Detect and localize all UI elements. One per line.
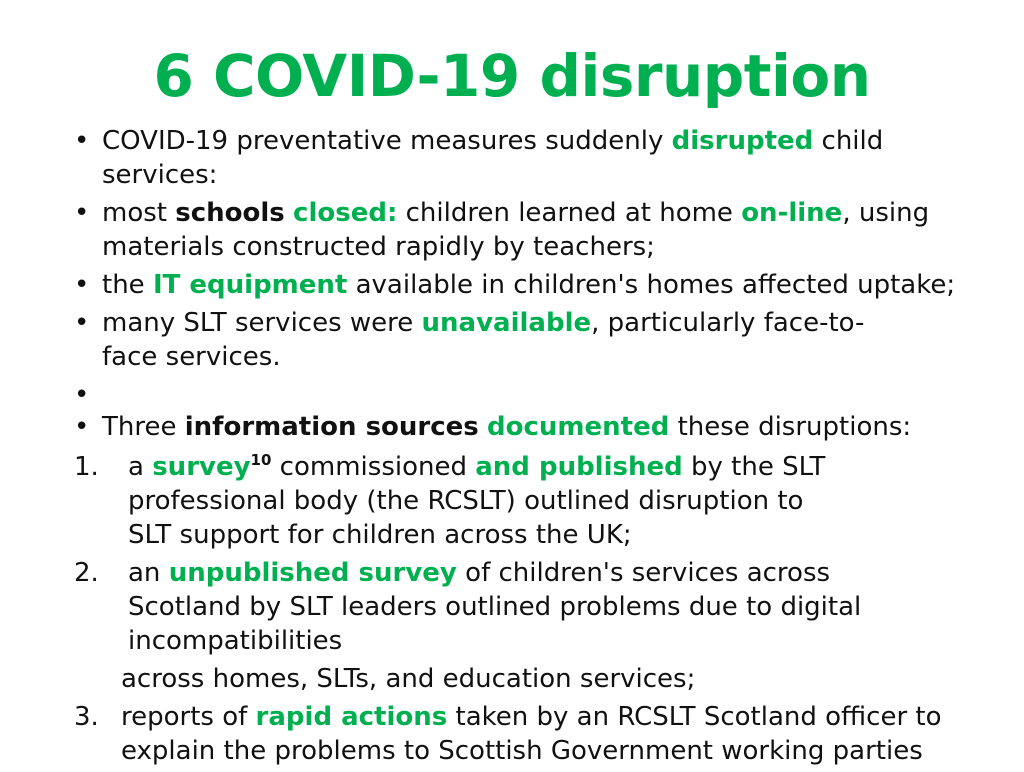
item-number: 2. (74, 558, 99, 588)
bullet-text (479, 412, 487, 442)
bullet-text: child services: (102, 126, 884, 190)
item-text: by the SLT professional body (the RCSLT) outlined disruption to SLT support for children across the UK; (128, 452, 826, 550)
bullet-text: these disruptions: (669, 412, 912, 442)
bullet-text: children learned at home (397, 198, 742, 228)
item-number: 3. (74, 702, 99, 732)
bullet-text: , particularly face-to-face services. (102, 308, 865, 372)
highlight-text: rapid actions (255, 702, 448, 732)
bullet-text: many SLT services were (102, 308, 422, 338)
highlight-text: on-line (741, 198, 843, 228)
numbered-item (74, 556, 888, 658)
item-continuation: across homes, SLTs, and education services; (121, 664, 696, 694)
bullet-text: available in children's homes affected uptake; (347, 270, 956, 300)
highlight-text: closed: (293, 198, 398, 228)
bullet-text (285, 198, 293, 228)
highlight-text: IT equipment (152, 270, 348, 300)
item-text: a (128, 452, 153, 482)
highlight-text: and published (475, 452, 683, 482)
bullet-item (74, 124, 902, 192)
highlight-text: unpublished survey (168, 558, 457, 588)
bullet-item (74, 306, 892, 374)
bullet-item (74, 268, 1002, 302)
bullet-text: most (102, 198, 176, 228)
bold-text: schools (175, 198, 285, 228)
highlight-text: disrupted (671, 126, 814, 156)
footnote-ref: 10 (250, 451, 272, 469)
bullet-text: COVID-19 preventative measures suddenly (102, 126, 672, 156)
item-text: of children's services across Scotland by SLT leaders outlined problems due to digital incompatibilities (128, 558, 862, 656)
item-text: reports of (121, 702, 256, 732)
item-text: commissioned (271, 452, 476, 482)
slide-title: 6 COVID-19 disruption (153, 42, 871, 110)
bold-text: information sources (184, 412, 479, 442)
item-text: an (128, 558, 169, 588)
item-text: taken by an RCSLT Scotland officer to explain the problems to Scottish Government working parties (121, 702, 942, 766)
bullet-list-sources (74, 410, 974, 448)
numbered-list (74, 450, 974, 772)
bullet-text: Three (102, 412, 185, 442)
highlight-text: unavailable (421, 308, 592, 338)
bullet-text: , using materials constructed rapidly by teachers; (102, 198, 930, 262)
bullet-list (74, 124, 974, 420)
bullet-text: the (102, 270, 153, 300)
bullet-item (74, 196, 942, 264)
numbered-item (74, 450, 848, 552)
numbered-item (74, 700, 981, 768)
highlight-text: survey (152, 452, 251, 482)
bullet-item (74, 410, 974, 444)
highlight-text: documented (487, 412, 670, 442)
item-number: 1. (74, 452, 99, 482)
